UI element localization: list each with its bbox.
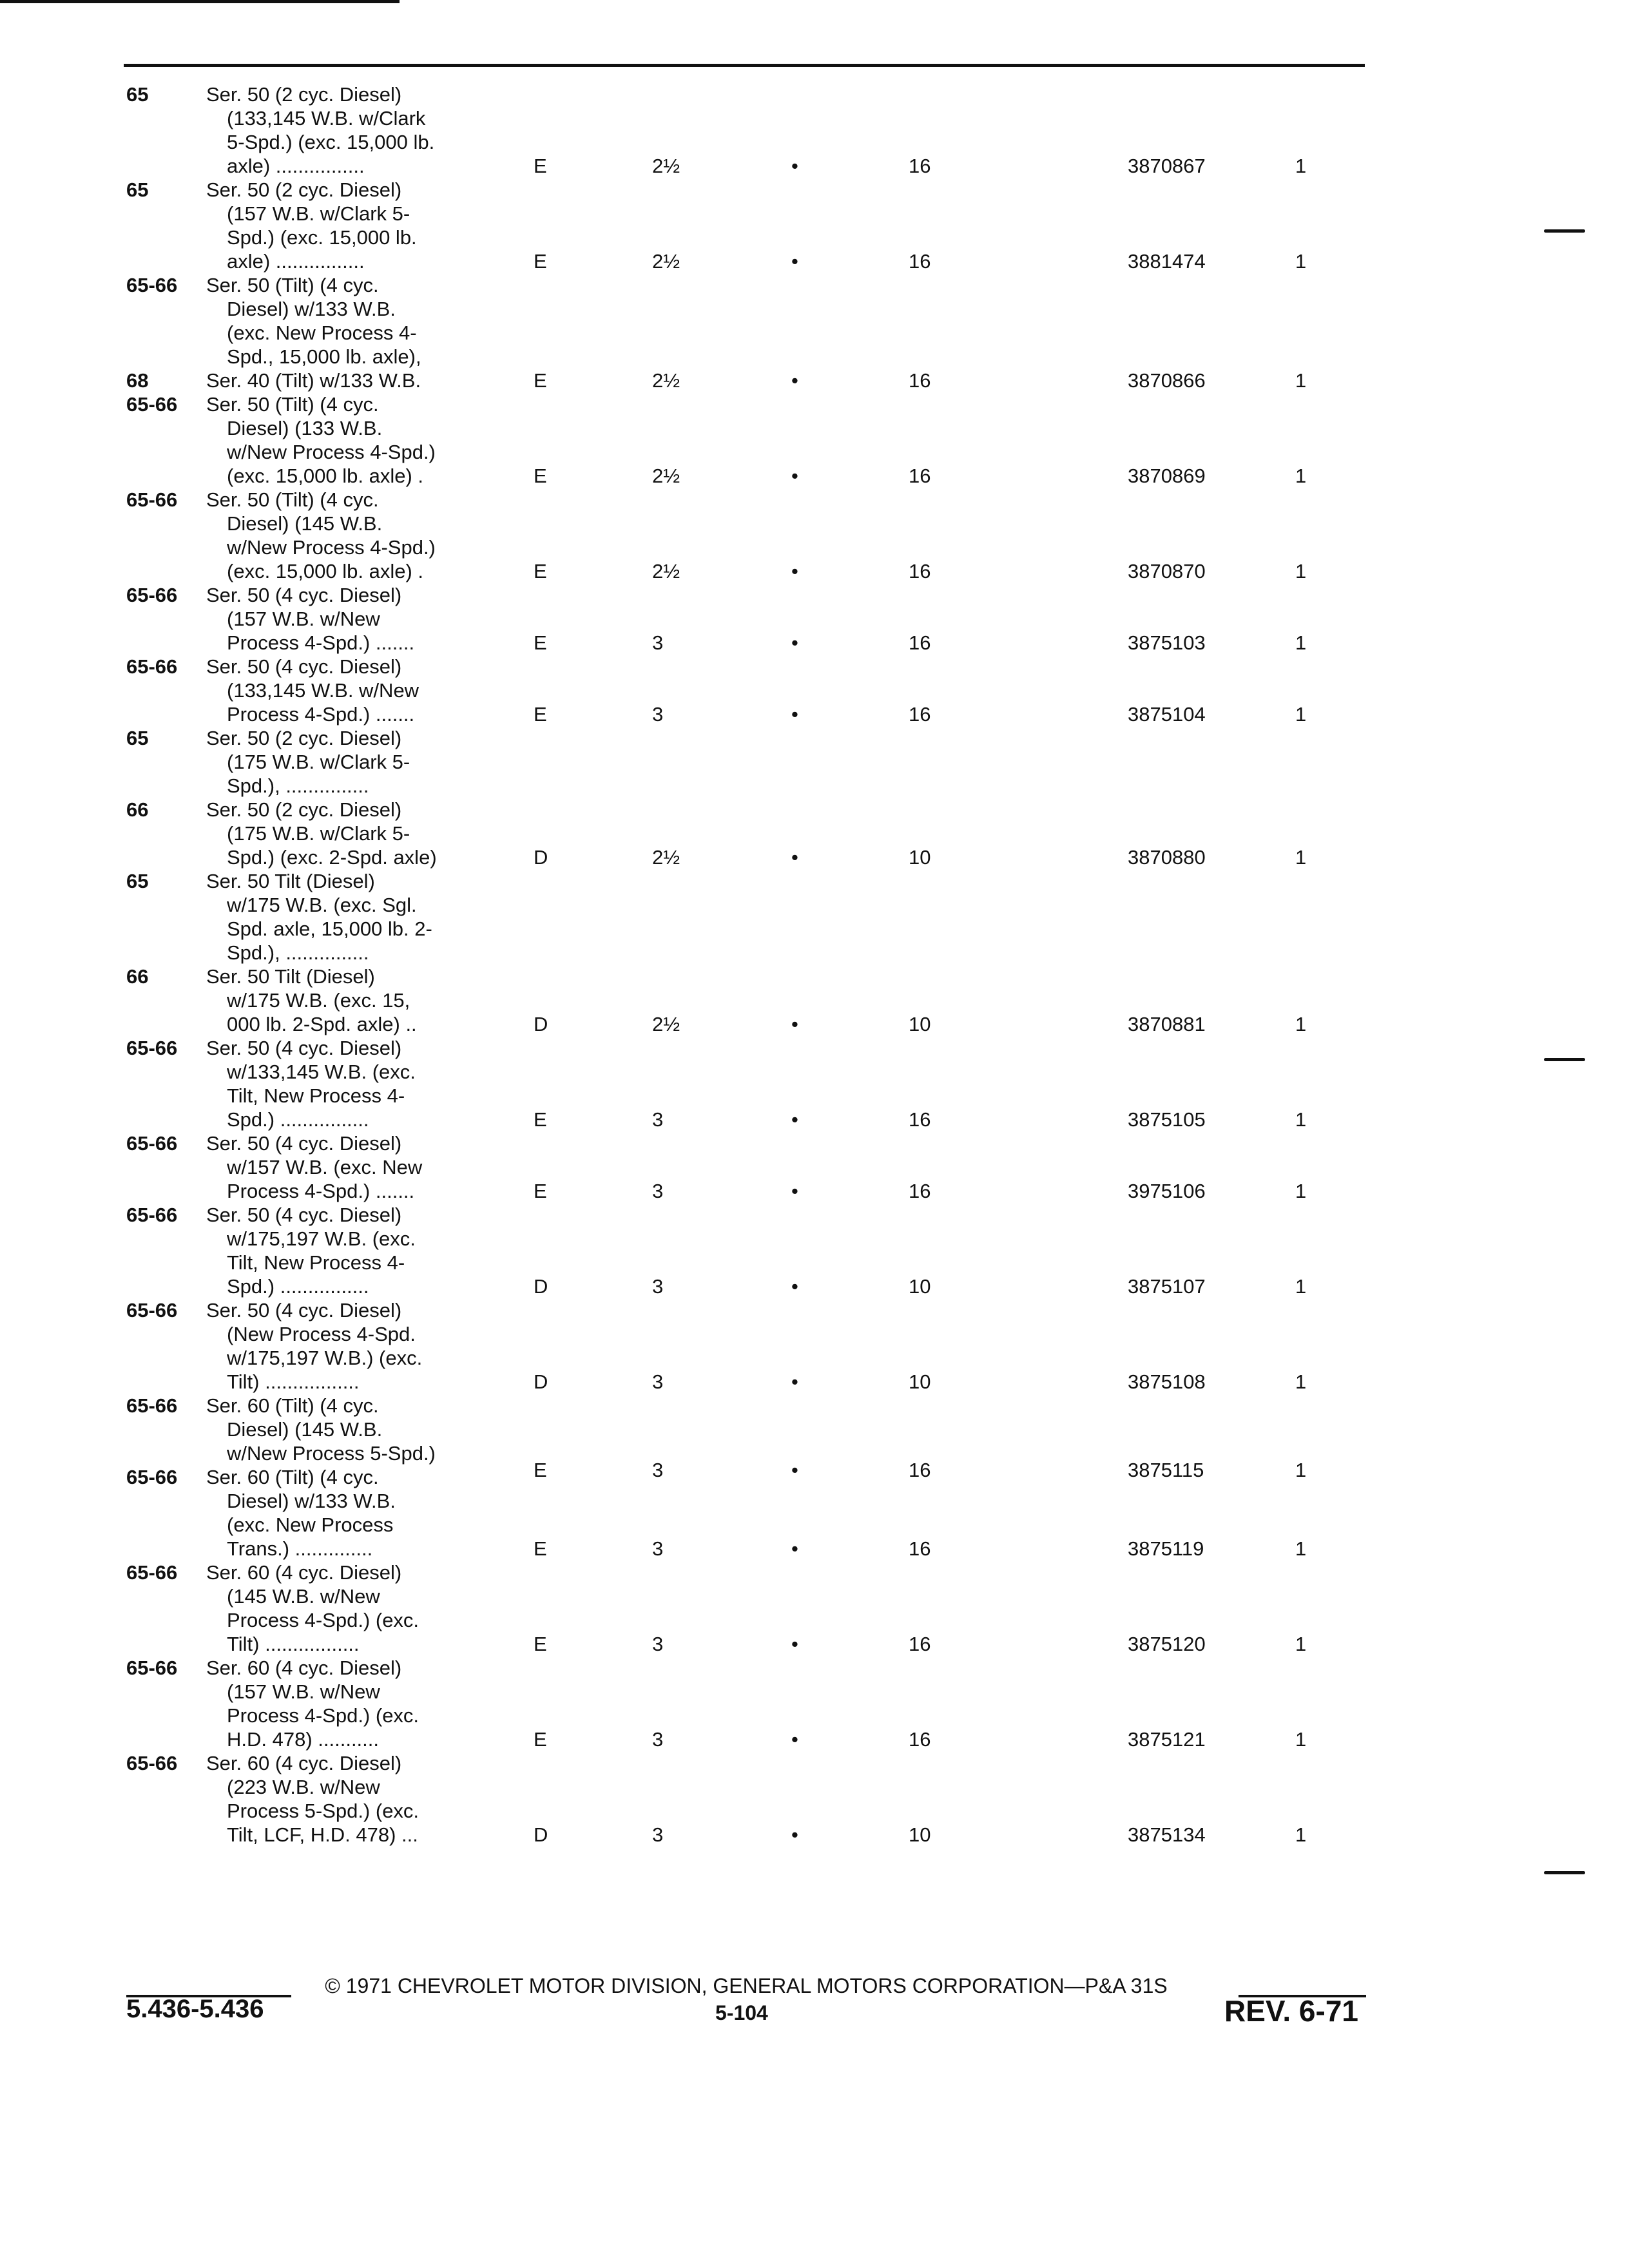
part-number-cell: 3875104 bbox=[1128, 703, 1206, 726]
bullet-mark: • bbox=[791, 631, 798, 654]
code-cell: E bbox=[534, 631, 547, 654]
description-line: H.D. 478) ........... bbox=[227, 1728, 380, 1751]
description-line: Spd., 15,000 lb. axle), bbox=[227, 345, 421, 368]
entry-values bbox=[0, 1274, 1629, 1298]
entry-values bbox=[0, 1537, 1629, 1561]
listing-entry bbox=[0, 178, 1629, 273]
description-line: Ser. 50 (Tilt) (4 cyc. bbox=[206, 274, 379, 296]
listing-entry bbox=[0, 1203, 1629, 1298]
entry-values bbox=[0, 1179, 1629, 1203]
parts-listing bbox=[0, 82, 1629, 1847]
quantity-cell: 1 bbox=[1295, 1275, 1307, 1298]
quantity-per-cell: 16 bbox=[909, 1180, 931, 1202]
listing-entry bbox=[0, 1394, 1629, 1481]
quantity-cell: 1 bbox=[1295, 846, 1307, 869]
description-line: Spd.), ............... bbox=[227, 774, 369, 797]
code-cell: D bbox=[534, 1370, 548, 1393]
entry-values bbox=[0, 845, 1629, 869]
description-line: (175 W.B. w/Clark 5- bbox=[227, 822, 410, 845]
description-line: Ser. 50 (Tilt) (4 cyc. bbox=[206, 393, 379, 416]
bullet-mark: • bbox=[791, 465, 798, 487]
quantity-per-cell: 16 bbox=[909, 1633, 931, 1655]
section-code: 5.436-5.436 bbox=[126, 1995, 264, 2023]
code-cell: E bbox=[534, 1537, 547, 1560]
description-line: Ser. 50 (2 cyc. Diesel) bbox=[206, 727, 402, 749]
description-line: Ser. 50 Tilt (Diesel) bbox=[206, 870, 375, 892]
model-years: 65-66 bbox=[126, 1132, 178, 1155]
size-cell: 3 bbox=[652, 1459, 664, 1481]
description-line: (157 W.B. w/New bbox=[227, 1680, 380, 1703]
size-cell: 2½ bbox=[652, 155, 680, 177]
description-line: (exc. New Process bbox=[227, 1514, 394, 1536]
quantity-cell: 1 bbox=[1295, 369, 1307, 392]
bullet-mark: • bbox=[791, 155, 798, 177]
binding-mark bbox=[1544, 1871, 1585, 1874]
bullet-mark: • bbox=[791, 1275, 798, 1298]
listing-entry bbox=[0, 273, 1629, 369]
description-line: Ser. 60 (Tilt) (4 cyc. bbox=[206, 1466, 379, 1488]
quantity-per-cell: 10 bbox=[909, 1823, 931, 1846]
description-line: w/New Process 5-Spd.) bbox=[227, 1442, 436, 1465]
listing-entry bbox=[0, 869, 1629, 965]
part-number-cell: 3881474 bbox=[1128, 250, 1206, 273]
code-cell: D bbox=[534, 846, 548, 869]
bullet-mark: • bbox=[791, 1108, 798, 1131]
quantity-cell: 1 bbox=[1295, 560, 1307, 582]
listing-entry bbox=[0, 1298, 1629, 1394]
listing-entry bbox=[0, 1561, 1629, 1656]
description-line: axle) ................ bbox=[227, 250, 365, 273]
description-line: Process 4-Spd.) ....... bbox=[227, 1180, 415, 1202]
listing-entry bbox=[0, 798, 1629, 869]
description-line: Tilt, New Process 4- bbox=[227, 1251, 405, 1274]
quantity-per-cell: 10 bbox=[909, 1013, 931, 1035]
part-number-cell: 3870866 bbox=[1128, 369, 1206, 392]
quantity-cell: 1 bbox=[1295, 1633, 1307, 1655]
description-line: Diesel) (145 W.B. bbox=[227, 1418, 383, 1441]
size-cell: 3 bbox=[652, 1370, 664, 1393]
description-line: (223 W.B. w/New bbox=[227, 1776, 380, 1798]
description-line: (exc. 15,000 lb. axle) . bbox=[227, 560, 423, 582]
bullet-mark: • bbox=[791, 1459, 798, 1481]
description-line: Spd.), ............... bbox=[227, 941, 369, 964]
model-years: 65-66 bbox=[126, 1037, 178, 1059]
entry-values bbox=[0, 631, 1629, 655]
code-cell: E bbox=[534, 703, 547, 726]
model-years: 65-66 bbox=[126, 1657, 178, 1679]
size-cell: 2½ bbox=[652, 465, 680, 487]
description-line: (145 W.B. w/New bbox=[227, 1585, 380, 1608]
code-cell: E bbox=[534, 1108, 547, 1131]
quantity-cell: 1 bbox=[1295, 1459, 1307, 1481]
application-description bbox=[206, 726, 490, 798]
description-line: Process 4-Spd.) ....... bbox=[227, 631, 415, 654]
part-number-cell: 3870880 bbox=[1128, 846, 1206, 869]
bullet-mark: • bbox=[791, 1728, 798, 1751]
description-line: (exc. 15,000 lb. axle) . bbox=[227, 465, 423, 487]
description-line: Trans.) .............. bbox=[227, 1537, 373, 1560]
description-line: Tilt, New Process 4- bbox=[227, 1084, 405, 1107]
description-line: 5-Spd.) (exc. 15,000 lb. bbox=[227, 131, 435, 153]
quantity-cell: 1 bbox=[1295, 1108, 1307, 1131]
description-line: Ser. 60 (4 cyc. Diesel) bbox=[206, 1561, 402, 1584]
quantity-per-cell: 16 bbox=[909, 465, 931, 487]
description-line: Ser. 50 (2 cyc. Diesel) bbox=[206, 178, 402, 201]
description-line: Process 5-Spd.) (exc. bbox=[227, 1800, 419, 1822]
entry-values bbox=[0, 1012, 1629, 1036]
quantity-cell: 1 bbox=[1295, 1180, 1307, 1202]
description-line: (175 W.B. w/Clark 5- bbox=[227, 751, 410, 773]
size-cell: 3 bbox=[652, 1633, 664, 1655]
code-cell: E bbox=[534, 1728, 547, 1751]
model-years: 65 bbox=[126, 83, 149, 106]
size-cell: 2½ bbox=[652, 369, 680, 392]
description-line: Ser. 40 (Tilt) w/133 W.B. bbox=[206, 369, 421, 392]
size-cell: 2½ bbox=[652, 250, 680, 273]
bullet-mark: • bbox=[791, 1633, 798, 1655]
code-cell: D bbox=[534, 1013, 548, 1035]
size-cell: 3 bbox=[652, 1823, 664, 1846]
description-line: w/175,197 W.B.) (exc. bbox=[227, 1347, 423, 1369]
listing-entry bbox=[0, 1036, 1629, 1131]
description-line: Ser. 50 (4 cyc. Diesel) bbox=[206, 655, 402, 678]
page-number: 5-104 bbox=[715, 2001, 768, 2024]
code-cell: E bbox=[534, 465, 547, 487]
quantity-cell: 1 bbox=[1295, 1537, 1307, 1560]
entry-values bbox=[0, 1823, 1629, 1847]
bullet-mark: • bbox=[791, 1180, 798, 1202]
model-years: 65-66 bbox=[126, 1752, 178, 1774]
listing-entry bbox=[0, 655, 1629, 726]
description-line: w/157 W.B. (exc. New bbox=[227, 1156, 423, 1178]
bullet-mark: • bbox=[791, 1823, 798, 1846]
description-line: Ser. 50 (2 cyc. Diesel) bbox=[206, 83, 402, 106]
entry-values bbox=[0, 1370, 1629, 1394]
entry-values bbox=[0, 369, 1629, 392]
code-cell: E bbox=[534, 1459, 547, 1481]
description-line: (157 W.B. w/New bbox=[227, 608, 380, 630]
description-line: (New Process 4-Spd. bbox=[227, 1323, 416, 1345]
description-line: Ser. 50 (4 cyc. Diesel) bbox=[206, 1132, 402, 1155]
description-line: Tilt) ................. bbox=[227, 1633, 360, 1655]
part-number-cell: 3870881 bbox=[1128, 1013, 1206, 1035]
size-cell: 2½ bbox=[652, 560, 680, 582]
quantity-per-cell: 16 bbox=[909, 703, 931, 726]
quantity-per-cell: 10 bbox=[909, 1275, 931, 1298]
quantity-cell: 1 bbox=[1295, 1370, 1307, 1393]
description-line: w/175 W.B. (exc. Sgl. bbox=[227, 894, 417, 916]
listing-entry bbox=[0, 488, 1629, 583]
description-line: Diesel) (133 W.B. bbox=[227, 417, 383, 439]
description-line: (157 W.B. w/Clark 5- bbox=[227, 202, 410, 225]
listing-entry bbox=[0, 369, 1629, 392]
quantity-cell: 1 bbox=[1295, 1013, 1307, 1035]
code-cell: E bbox=[534, 560, 547, 582]
revision-label: REV. 6-71 bbox=[1224, 1994, 1358, 2028]
description-line: Tilt, LCF, H.D. 478) ... bbox=[227, 1823, 418, 1846]
listing-entry bbox=[0, 82, 1629, 178]
size-cell: 2½ bbox=[652, 846, 680, 869]
quantity-per-cell: 16 bbox=[909, 1108, 931, 1131]
part-number-cell: 3875119 bbox=[1128, 1537, 1204, 1560]
size-cell: 3 bbox=[652, 631, 664, 654]
description-line: Ser. 60 (4 cyc. Diesel) bbox=[206, 1657, 402, 1679]
description-line: Spd.) ................ bbox=[227, 1108, 369, 1131]
part-number-cell: 3875103 bbox=[1128, 631, 1206, 654]
quantity-cell: 1 bbox=[1295, 250, 1307, 273]
entry-values bbox=[0, 249, 1629, 273]
size-cell: 2½ bbox=[652, 1013, 680, 1035]
model-years: 65-66 bbox=[126, 1299, 178, 1321]
model-years: 65 bbox=[126, 727, 149, 749]
model-years: 65-66 bbox=[126, 488, 178, 511]
listing-entry bbox=[0, 965, 1629, 1036]
description-line: (exc. New Process 4- bbox=[227, 322, 417, 344]
quantity-per-cell: 16 bbox=[909, 560, 931, 582]
header-rule bbox=[124, 64, 1365, 67]
description-line: Process 4-Spd.) ....... bbox=[227, 703, 415, 726]
quantity-cell: 1 bbox=[1295, 1823, 1307, 1846]
size-cell: 3 bbox=[652, 1275, 664, 1298]
model-years: 65-66 bbox=[126, 1561, 178, 1584]
model-years: 65 bbox=[126, 870, 149, 892]
listing-entry bbox=[0, 1751, 1629, 1847]
bullet-mark: • bbox=[791, 560, 798, 582]
quantity-cell: 1 bbox=[1295, 155, 1307, 177]
description-line: Diesel) w/133 W.B. bbox=[227, 1490, 396, 1512]
listing-entry bbox=[0, 1131, 1629, 1203]
quantity-per-cell: 16 bbox=[909, 250, 931, 273]
part-number-cell: 3875134 bbox=[1128, 1823, 1206, 1846]
copyright-line: © 1971 CHEVROLET MOTOR DIVISION, GENERAL MOTORS CORPORATION—P&A 31S bbox=[325, 1974, 1168, 1997]
binding-mark bbox=[1544, 1058, 1585, 1061]
size-cell: 3 bbox=[652, 1537, 664, 1560]
quantity-per-cell: 10 bbox=[909, 846, 931, 869]
description-line: w/133,145 W.B. (exc. bbox=[227, 1061, 416, 1083]
model-years: 65-66 bbox=[126, 655, 178, 678]
entry-values bbox=[0, 464, 1629, 488]
description-line: w/175 W.B. (exc. 15, bbox=[227, 989, 410, 1012]
code-cell: E bbox=[534, 1633, 547, 1655]
description-line: Ser. 50 (4 cyc. Diesel) bbox=[206, 1299, 402, 1321]
size-cell: 3 bbox=[652, 703, 664, 726]
bullet-mark: • bbox=[791, 250, 798, 273]
code-cell: D bbox=[534, 1275, 548, 1298]
bullet-mark: • bbox=[791, 1537, 798, 1560]
description-line: Ser. 60 (Tilt) (4 cyc. bbox=[206, 1394, 379, 1417]
part-number-cell: 3875121 bbox=[1128, 1728, 1206, 1751]
code-cell: E bbox=[534, 250, 547, 273]
quantity-per-cell: 16 bbox=[909, 1459, 931, 1481]
quantity-per-cell: 16 bbox=[909, 1537, 931, 1560]
model-years: 68 bbox=[126, 369, 149, 392]
entry-values bbox=[0, 1727, 1629, 1751]
part-number-cell: 3870869 bbox=[1128, 465, 1206, 487]
description-line: Ser. 50 (4 cyc. Diesel) bbox=[206, 1037, 402, 1059]
description-line: Ser. 50 (Tilt) (4 cyc. bbox=[206, 488, 379, 511]
entry-values bbox=[0, 154, 1629, 178]
model-years: 65 bbox=[126, 178, 149, 201]
part-number-cell: 3875105 bbox=[1128, 1108, 1206, 1131]
application-description bbox=[206, 1394, 490, 1465]
application-description bbox=[206, 869, 490, 965]
bullet-mark: • bbox=[791, 703, 798, 726]
quantity-per-cell: 16 bbox=[909, 631, 931, 654]
part-number-cell: 3875108 bbox=[1128, 1370, 1206, 1393]
description-line: Spd.) (exc. 2-Spd. axle) bbox=[227, 846, 437, 869]
bullet-mark: • bbox=[791, 1013, 798, 1035]
size-cell: 3 bbox=[652, 1728, 664, 1751]
model-years: 65-66 bbox=[126, 1466, 178, 1488]
quantity-per-cell: 16 bbox=[909, 1728, 931, 1751]
part-number-cell: 3875115 bbox=[1128, 1459, 1204, 1481]
listing-entry bbox=[0, 726, 1629, 798]
description-line: Ser. 50 (2 cyc. Diesel) bbox=[206, 798, 402, 821]
part-number-cell: 3875120 bbox=[1128, 1633, 1206, 1655]
code-cell: E bbox=[534, 155, 547, 177]
size-cell: 3 bbox=[652, 1180, 664, 1202]
description-line: axle) ................ bbox=[227, 155, 365, 177]
model-years: 66 bbox=[126, 798, 149, 821]
description-line: Diesel) (145 W.B. bbox=[227, 512, 383, 535]
code-cell: E bbox=[534, 1180, 547, 1202]
description-line: Ser. 50 (4 cyc. Diesel) bbox=[206, 584, 402, 606]
description-line: Ser. 60 (4 cyc. Diesel) bbox=[206, 1752, 402, 1774]
description-line: Process 4-Spd.) (exc. bbox=[227, 1609, 419, 1631]
bullet-mark: • bbox=[791, 369, 798, 392]
bullet-mark: • bbox=[791, 846, 798, 869]
entry-values bbox=[0, 1632, 1629, 1656]
binding-mark bbox=[1544, 229, 1585, 233]
code-cell: E bbox=[534, 369, 547, 392]
description-line: Spd. axle, 15,000 lb. 2- bbox=[227, 918, 432, 940]
entry-values bbox=[0, 559, 1629, 583]
description-line: w/175,197 W.B. (exc. bbox=[227, 1227, 416, 1250]
listing-entry bbox=[0, 392, 1629, 488]
application-description bbox=[206, 273, 490, 369]
size-cell: 3 bbox=[652, 1108, 664, 1131]
description-line: 000 lb. 2-Spd. axle) .. bbox=[227, 1013, 417, 1035]
model-years: 65-66 bbox=[126, 393, 178, 416]
description-line: (133,145 W.B. w/Clark bbox=[227, 107, 426, 130]
quantity-cell: 1 bbox=[1295, 703, 1307, 726]
part-number-cell: 3875107 bbox=[1128, 1275, 1206, 1298]
entry-values bbox=[0, 702, 1629, 726]
description-line: (133,145 W.B. w/New bbox=[227, 679, 419, 702]
quantity-per-cell: 10 bbox=[909, 1370, 931, 1393]
code-cell: D bbox=[534, 1823, 548, 1846]
model-years: 65-66 bbox=[126, 274, 178, 296]
description-line: Diesel) w/133 W.B. bbox=[227, 298, 396, 320]
bullet-mark: • bbox=[791, 1370, 798, 1393]
model-years: 65-66 bbox=[126, 1394, 178, 1417]
part-number-cell: 3870867 bbox=[1128, 155, 1206, 177]
model-years: 65-66 bbox=[126, 1204, 178, 1226]
top-edge-mark bbox=[0, 0, 400, 3]
quantity-per-cell: 16 bbox=[909, 369, 931, 392]
quantity-cell: 1 bbox=[1295, 631, 1307, 654]
entry-values bbox=[0, 1108, 1629, 1131]
model-years: 65-66 bbox=[126, 584, 178, 606]
part-number-cell: 3975106 bbox=[1128, 1180, 1206, 1202]
quantity-cell: 1 bbox=[1295, 465, 1307, 487]
description-line: w/New Process 4-Spd.) bbox=[227, 536, 436, 559]
listing-entry bbox=[0, 583, 1629, 655]
description-line: Spd.) (exc. 15,000 lb. bbox=[227, 226, 417, 249]
description-line: Spd.) ................ bbox=[227, 1275, 369, 1298]
description-line: Ser. 50 (4 cyc. Diesel) bbox=[206, 1204, 402, 1226]
description-line: Ser. 50 Tilt (Diesel) bbox=[206, 965, 375, 988]
listing-entry bbox=[0, 1465, 1629, 1561]
description-line: Tilt) ................. bbox=[227, 1370, 360, 1393]
listing-entry bbox=[0, 1656, 1629, 1751]
quantity-cell: 1 bbox=[1295, 1728, 1307, 1751]
part-number-cell: 3870870 bbox=[1128, 560, 1206, 582]
quantity-per-cell: 16 bbox=[909, 155, 931, 177]
description-line: w/New Process 4-Spd.) bbox=[227, 441, 436, 463]
description-line: Process 4-Spd.) (exc. bbox=[227, 1704, 419, 1727]
model-years: 66 bbox=[126, 965, 149, 988]
